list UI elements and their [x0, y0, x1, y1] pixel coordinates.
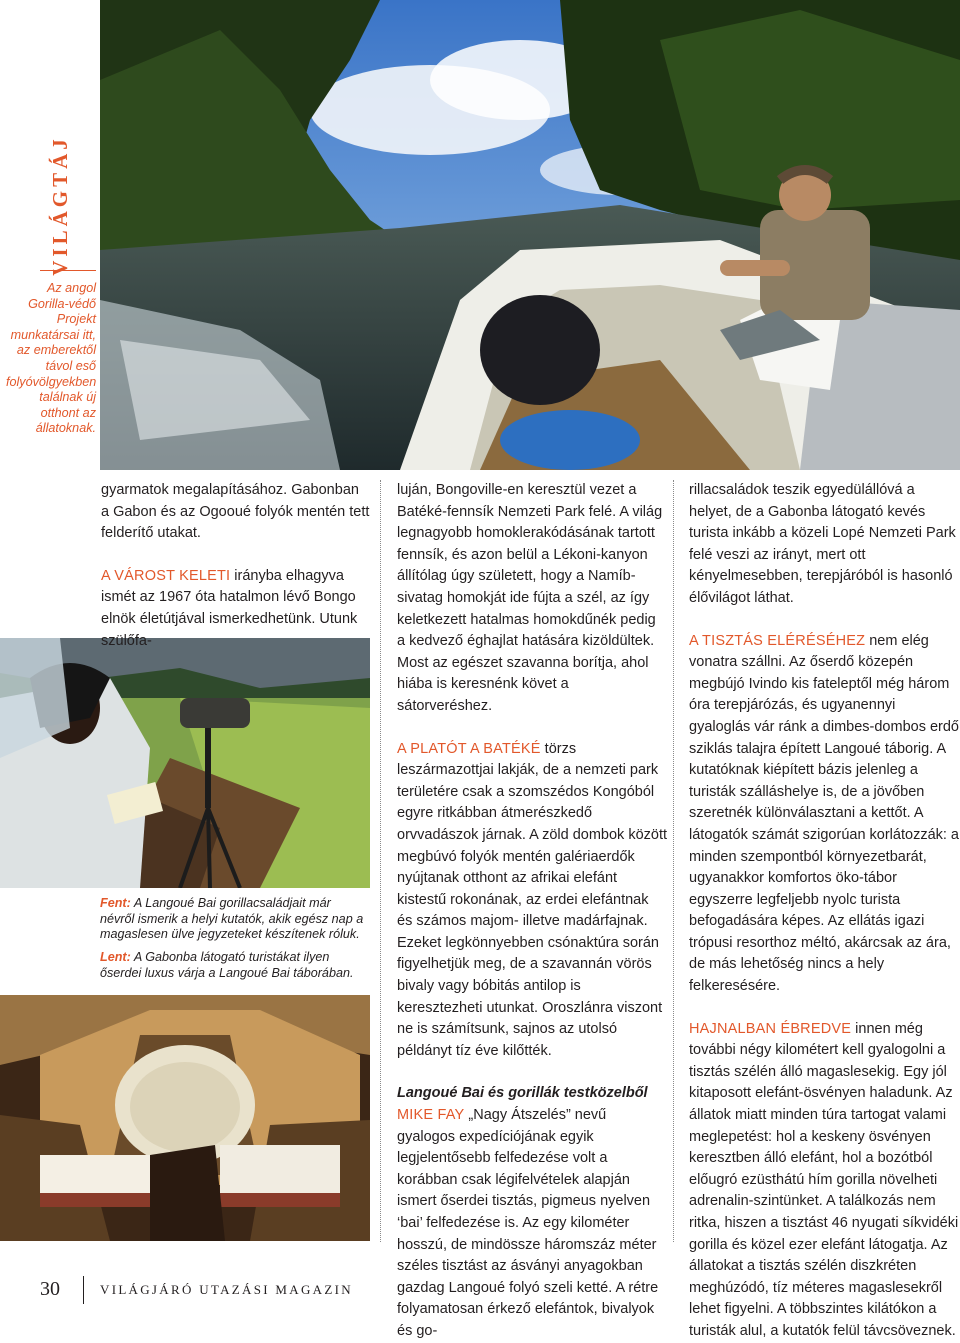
paragraph-text: törzs leszármazottjai lakják, de a nemzeti park területére csak a szomszédos Kongóból egyre ritkábban átmerészkedő orvvadászok járnak. A zöld dombok között megbúvó folyók mentén galériaerdők nyújtanak otthont az afrikai elefánt kistestű rokonának, az erdei elefántnak és számos majom- illetve madárfajnak. Ezeket legkönnyebben csónaktúra során figyelhetjük meg, de a szavannán vörös bivaly vagy bóbitás antilop is keresztezheti utunkat. Oroszlánra viszont ne is számítsunk, sajnos az utolsó példányt tíz éve kilőtték.	[397, 740, 668, 1059]
paragraph-lead: MIKE FAY	[397, 1107, 465, 1124]
magazine-name: VILÁGJÁRÓ UTAZÁSI MAGAZIN	[100, 1282, 353, 1297]
paragraph	[689, 1019, 959, 1343]
paragraph-text: irányba elhagyva ismét az 1967 óta hatalmon lévő Bongo elnök életútjával ismerkedhetünk. Utunk szülőfa-	[101, 567, 358, 649]
article-column-1	[101, 480, 371, 652]
caption-text: A Langoué Bai gorillacsaládjait már névről ismerik a helyi kutatók, akik egész nap a magaslesen ülve jegyzeteket készítenek róluk.	[100, 896, 364, 941]
tent-interior-illustration	[0, 995, 370, 1241]
paragraph-text: innen még további négy kilométert kell gyalogolni a tisztás szélén álló magaslesekig. Egy jól kitaposott elefánt-ösvényen haladunk. Az állatok miatt minden túra tartogat valami meglepetést: hol a keskeny ösvényen keresztben álló elefánt, hol a bozótból előugró ezüsthátú hím gorilla növelheti adrenalin-szintünket. A találkozás nem ritka, hiszen a tisztást 46 nyugati síkvidéki gorilla és közel ezer elefánt látogatja. Az állatokat a tisztás szélén diszkréten meghúzódó, tíz méteres magaslesekről lehet figyelni. A többszintes kilátókon a turisták alul, a kutatók felül távcsöveznek.	[689, 1020, 959, 1339]
paragraph-text: nem elég vonatra szállni. Az őserdő közepén megbújó Ivindo kis fateleptől még három óra terepjárózás, és ugyanennyi gyaloglás vár ránk a dimbes-dombos erdő sziklás talajra épített Langoué táborig. A kutatóknak kiépített bázis jelenleg a turisták szálláshelye is, de a jövőben szeretnék különválasztani a kettőt. A látogatók számát szigorúan korlátozzák: a minden szempontból környezetbarát, ugyanakkor komfortos öko-tábor egyszerre legfeljebb nyolc turista befogadására képes. Az ellátás igazi trópusi resorthoz méltó, akárcsak az ára, de más lehetőség nincs a hely felkeresésére.	[689, 632, 959, 995]
boat-river-illustration	[100, 0, 960, 470]
photo-caption-bottom	[100, 950, 368, 981]
paragraph	[397, 1105, 667, 1343]
paragraph: gyarmatok megalapításához. Gabonban a Gabon és az Ogooué folyók mentén tett felderítő utakat.	[101, 482, 370, 542]
section-tag-label: VILÁGTÁJ	[47, 134, 72, 276]
article-column-2	[397, 480, 667, 1343]
section-tag	[40, 134, 80, 276]
caption-label: Fent:	[100, 896, 131, 910]
photo-caption-top	[100, 896, 368, 943]
paragraph-lead: A TISZTÁS ELÉRÉSÉHEZ	[689, 632, 866, 649]
paragraph	[397, 739, 667, 1063]
folio-divider	[83, 1276, 84, 1304]
column-divider	[673, 480, 674, 1242]
camp-observer-illustration	[0, 638, 370, 888]
paragraph-lead: A VÁROST KELETI	[101, 567, 231, 584]
paragraph-lead: HAJNALBAN ÉBREDVE	[689, 1020, 852, 1037]
page-number: 30	[40, 1278, 60, 1300]
column-divider	[380, 480, 381, 1242]
side-caption: Az angol Gorilla-védő Projekt munkatársai itt, az emberektől távol eső folyóvölgyekben találnak új otthont az állatoknak.	[6, 281, 97, 436]
paragraph: luján, Bongoville-en keresztül vezet a Batéké-fennsík Nemzeti Park felé. A világ legnagyobb homoklerakódásának tartott fennsík, és azon belül a Lékoni-kanyon állítólag úgy született, hogy a Namíb-sivatag homokját ide fújta a szél, az így keletkezett hatalmas homokdűnék pedig a kedvező éghajlat hatására kizöldültek. Most az egészet szavanna borítja, ahol hiába is keresnénk követ a sátorveréshez.	[397, 482, 663, 714]
boat-river-photo	[100, 0, 960, 470]
paragraph: rillacsaládok teszik egyedülállóvá a helyet, de a Gabonba látogató kevés turista inkább a közeli Lopé Nemzeti Park felé veszi az irányt, mert ott kényelmesebben, terepjáróból is hasonló élővilágot láthat.	[689, 482, 956, 606]
tent-interior-photo	[0, 995, 370, 1241]
paragraph-text: „Nagy Átszelés” nevű gyalogos expedíciójának egyik legjelentősebb felfedezése volt a korábban csak légifelvételek alapján ismert őserdei tisztás, pigmeus nyelven ‘bai’ felfedezése is. Az egy kilométer hosszú, de mindössze háromszáz méter széles tisztást az ásványi anyagokban gazdag Langoué folyó szeli ketté. A rétre folyamatosan érkező elefántok, bivalyok és go-	[397, 1107, 659, 1339]
paragraph	[689, 631, 959, 998]
caption-label: Lent:	[100, 950, 131, 964]
caption-text: A Gabonba látogató turistákat ilyen őserdei luxus várja a Langoué Bai táborában.	[100, 950, 354, 980]
camp-observer-photo	[0, 638, 370, 888]
paragraph	[101, 566, 371, 652]
divider	[40, 270, 96, 271]
paragraph-lead: A PLATÓT A BATÉKÉ	[397, 740, 541, 757]
sub-heading: Langoué Bai és gorillák testközelből	[397, 1085, 648, 1102]
article-column-3	[689, 480, 959, 1343]
